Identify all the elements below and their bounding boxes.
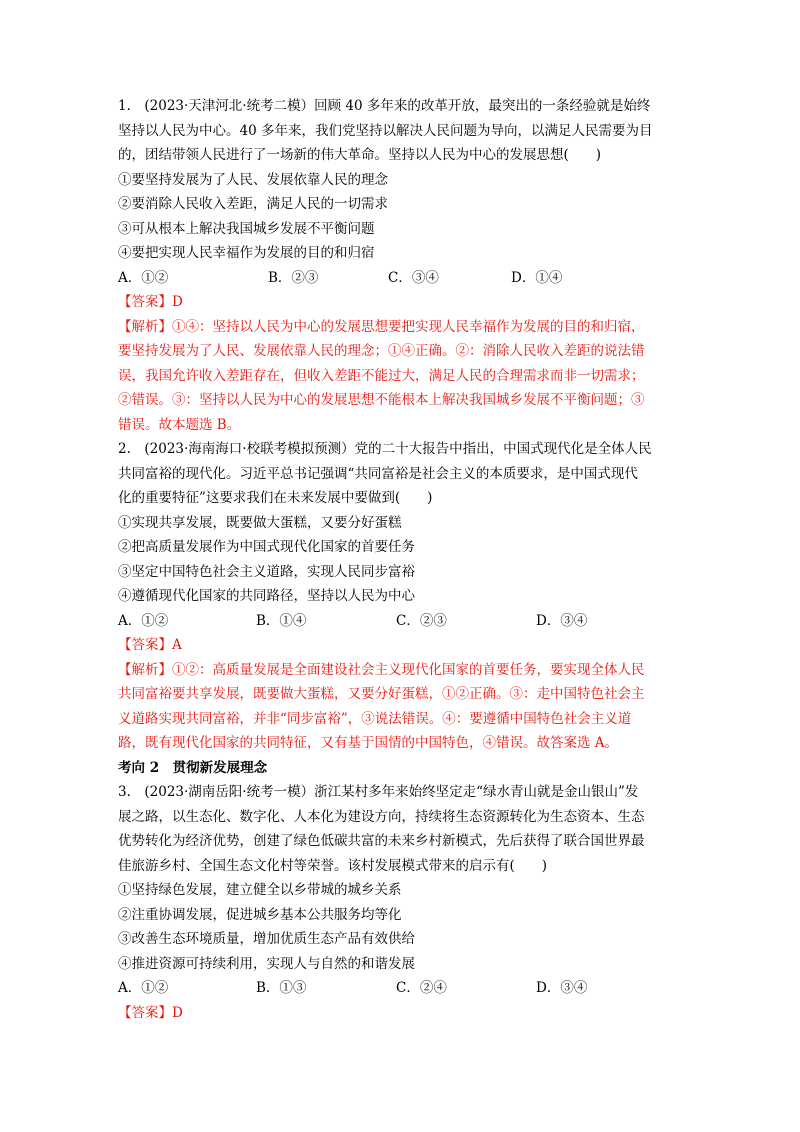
q1-analysis-line-4: ②错误。③：坚持以人民为中心的发展思想不能根本上解决我国城乡发展不平衡问题；③ [118,392,645,408]
q1-analysis-line-3: 误，我国允许收入差距存在，但收入差距不能过大，满足人民的合理需求而非一切需求； [118,367,645,384]
q1-item-1: ①要坚持发展为了人民、发展依靠人民的理念 [118,171,388,188]
q2-answer: 【答案】A [118,637,182,653]
q2-analysis-line-1: 【解析】①②：高质量发展是全面建设社会主义现代化国家的首要任务，要实现全体人民 [118,661,645,678]
q1-answer: 【答案】D [118,294,183,310]
q2-option-b: B．①④ [256,612,307,629]
q3-stem-line-1: 3. (2023·湖南岳阳·统考一模）浙江某村多年来始终坚定走“绿水青山就是金山银山”发 [118,784,639,800]
q2-stem-line-3: 化的重要特征”这要求我们在未来发展中要做到( ) [118,490,433,506]
q2-item-1: ①实现共享发展，既要做大蛋糕，又要分好蛋糕 [118,514,402,531]
q1-analysis-line-1: 【解析】①④：坚持以人民为中心的发展思想要把实现人民幸福作为发展的目的和归宿， [118,318,645,335]
q1-stem-line-3: 的，团结带领人民进行了一场新的伟大革命。坚持以人民为中心的发展思想( ) [118,147,602,163]
q2-analysis-line-2: 共同富裕要共享发展，既要做大蛋糕，又要分好蛋糕，①②正确。③：走中国特色社会主 [118,686,645,702]
q1-item-3: ③可从根本上解决我国城乡发展不平衡问题 [118,220,375,237]
q2-stem-line-2: 共同富裕的现代化。习近平总书记强调“共同富裕是社会主义的本质要求，是中国式现代 [118,465,638,482]
q3-stem-line-3: 优势转化为经济优势，创建了绿色低碳共富的未来乡村新模式，先后获得了联合国世界最 [118,833,645,849]
section-heading: 考向 2 贯彻新发展理念 [118,759,268,776]
q2-options [118,609,678,634]
q2-item-2: ②把高质量发展作为中国式现代化国家的首要任务 [118,539,415,555]
q3-answer: 【答案】D [118,1004,183,1021]
q3-item-2: ②注重协调发展，促进城乡基本公共服务均等化 [118,906,402,923]
q2-analysis-line-3: 义道路实现共同富裕，并非“同步富裕”，③说法错误。④：要遵循中国特色社会主义道 [118,710,632,727]
q3-item-3: ③改善生态环境质量，增加优质生态产品有效供给 [118,931,415,947]
q1-stem-line-2: 坚持以人民为中心。40 多年来，我们党坚持以解决人民问题为导向，以满足人民需要为目 [118,122,653,139]
q3-item-4: ④推进资源可持续利用，实现人与自然的和谐发展 [118,955,415,972]
q3-stem-line-4: 佳旅游乡村、全国生态文化村等荣誉。该村发展模式带来的启示有( ) [118,857,548,874]
q2-stem-line-1: 2. (2023·海南海口·校联考模拟预测）党的二十大报告中指出，中国式现代化是全体人民 [118,441,652,457]
q1-option-c: C．③④ [388,269,439,286]
q1-stem-line-1: 1. (2023·天津河北·统考二模）回顾 40 多年来的改革开放，最突出的一条经验就是始终 [118,98,651,114]
question-2 [118,437,678,756]
q1-option-b: B．②③ [268,269,319,286]
q2-option-c: C．②③ [396,612,447,629]
q1-analysis-line-2: 要坚持发展为了人民、发展依靠人民的理念；①④正确。②：消除人民收入差距的说法错 [118,343,645,359]
q1-option-d: D．①④ [511,269,563,286]
q3-option-b: B．①③ [256,980,307,996]
q3-option-a: A．①② [118,980,169,996]
q3-options [118,976,678,1001]
question-1 [118,94,678,437]
q3-item-1: ①坚持绿色发展，建立健全以乡带城的城乡关系 [118,882,402,898]
q3-option-c: C．②④ [396,980,447,996]
q1-options [118,266,678,291]
q1-analysis-line-5: 错误。故本题选 B。 [118,416,241,433]
q2-analysis-line-4: 路，既有现代化国家的共同特征，又有基于国情的中国特色，④错误。故答案选 A。 [118,735,619,751]
question-3 [118,780,678,1025]
q2-item-4: ④遵循现代化国家的共同路径，坚持以人民为中心 [118,588,415,604]
q2-option-a: A．①② [118,612,169,629]
q1-option-a: A．①② [118,269,169,286]
q3-option-d: D．③④ [536,980,588,996]
content-area [118,94,678,1025]
q2-item-3: ③坚定中国特色社会主义道路，实现人民同步富裕 [118,563,415,580]
q1-item-2: ②要消除人民收入差距，满足人民的一切需求 [118,196,388,212]
q3-stem-line-2: 展之路，以生态化、数字化、人本化为建设方向，持续将生态资源转化为生态资本、生态 [118,808,645,825]
q2-option-d: D．③④ [536,612,588,629]
q1-item-4: ④要把实现人民幸福作为发展的目的和归宿 [118,245,375,261]
